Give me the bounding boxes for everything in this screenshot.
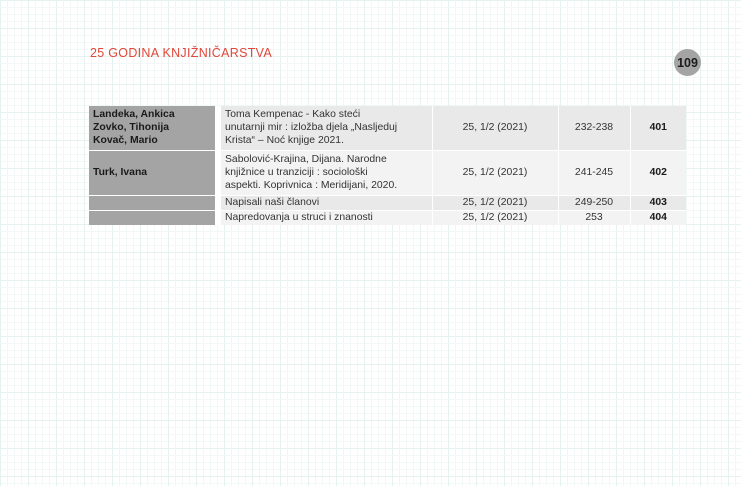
entry-number-cell: 403 (630, 195, 686, 210)
author-name: Turk, Ivana (93, 167, 148, 178)
title-cell: Napredovanja u struci i znanosti (218, 210, 432, 225)
page-number-badge: 109 (674, 49, 701, 76)
table-row (89, 150, 686, 195)
entry-number-cell: 404 (630, 210, 686, 225)
pages-cell: 232-238 (558, 106, 630, 150)
author-name: Landeka, Ankica (93, 109, 175, 121)
issue-cell: 25, 1/2 (2021) (432, 106, 558, 150)
issue-cell: 25, 1/2 (2021) (432, 150, 558, 195)
title-line: aspekti. Koprivnica : Meridijani, 2020. (225, 180, 398, 191)
author-name: Zovko, Tihonija (93, 122, 170, 134)
author-name: Kovač, Mario (93, 135, 158, 147)
author-cell (89, 106, 218, 150)
title-line: Krista“ – Noć knjige 2021. (225, 135, 344, 147)
title-line: Sabolović-Krajina, Dijana. Narodne (225, 154, 387, 165)
entry-number-cell: 401 (630, 106, 686, 150)
issue-cell: 25, 1/2 (2021) (432, 210, 558, 225)
running-header-title: 25 GODINA KNJIŽNIČARSTVA (90, 46, 273, 60)
table-row (89, 210, 686, 225)
bibliography-table (89, 106, 686, 225)
author-cell (89, 195, 218, 210)
pages-cell: 241-245 (558, 150, 630, 195)
title-line: Toma Kempenac - Kako steći (225, 109, 361, 121)
author-cell (89, 210, 218, 225)
title-cell (218, 106, 432, 150)
author-cell (89, 150, 218, 195)
entry-number-cell: 402 (630, 150, 686, 195)
pages-cell: 253 (558, 210, 630, 225)
title-cell (218, 150, 432, 195)
table-row (89, 106, 686, 150)
title-cell: Napisali naši članovi (218, 195, 432, 210)
pages-cell: 249-250 (558, 195, 630, 210)
issue-cell: 25, 1/2 (2021) (432, 195, 558, 210)
title-line: knjižnice u tranziciji : sociološki (225, 167, 368, 178)
title-line: unutarnji mir : izložba djela „Nasljeduj (225, 122, 398, 134)
table-row (89, 195, 686, 210)
